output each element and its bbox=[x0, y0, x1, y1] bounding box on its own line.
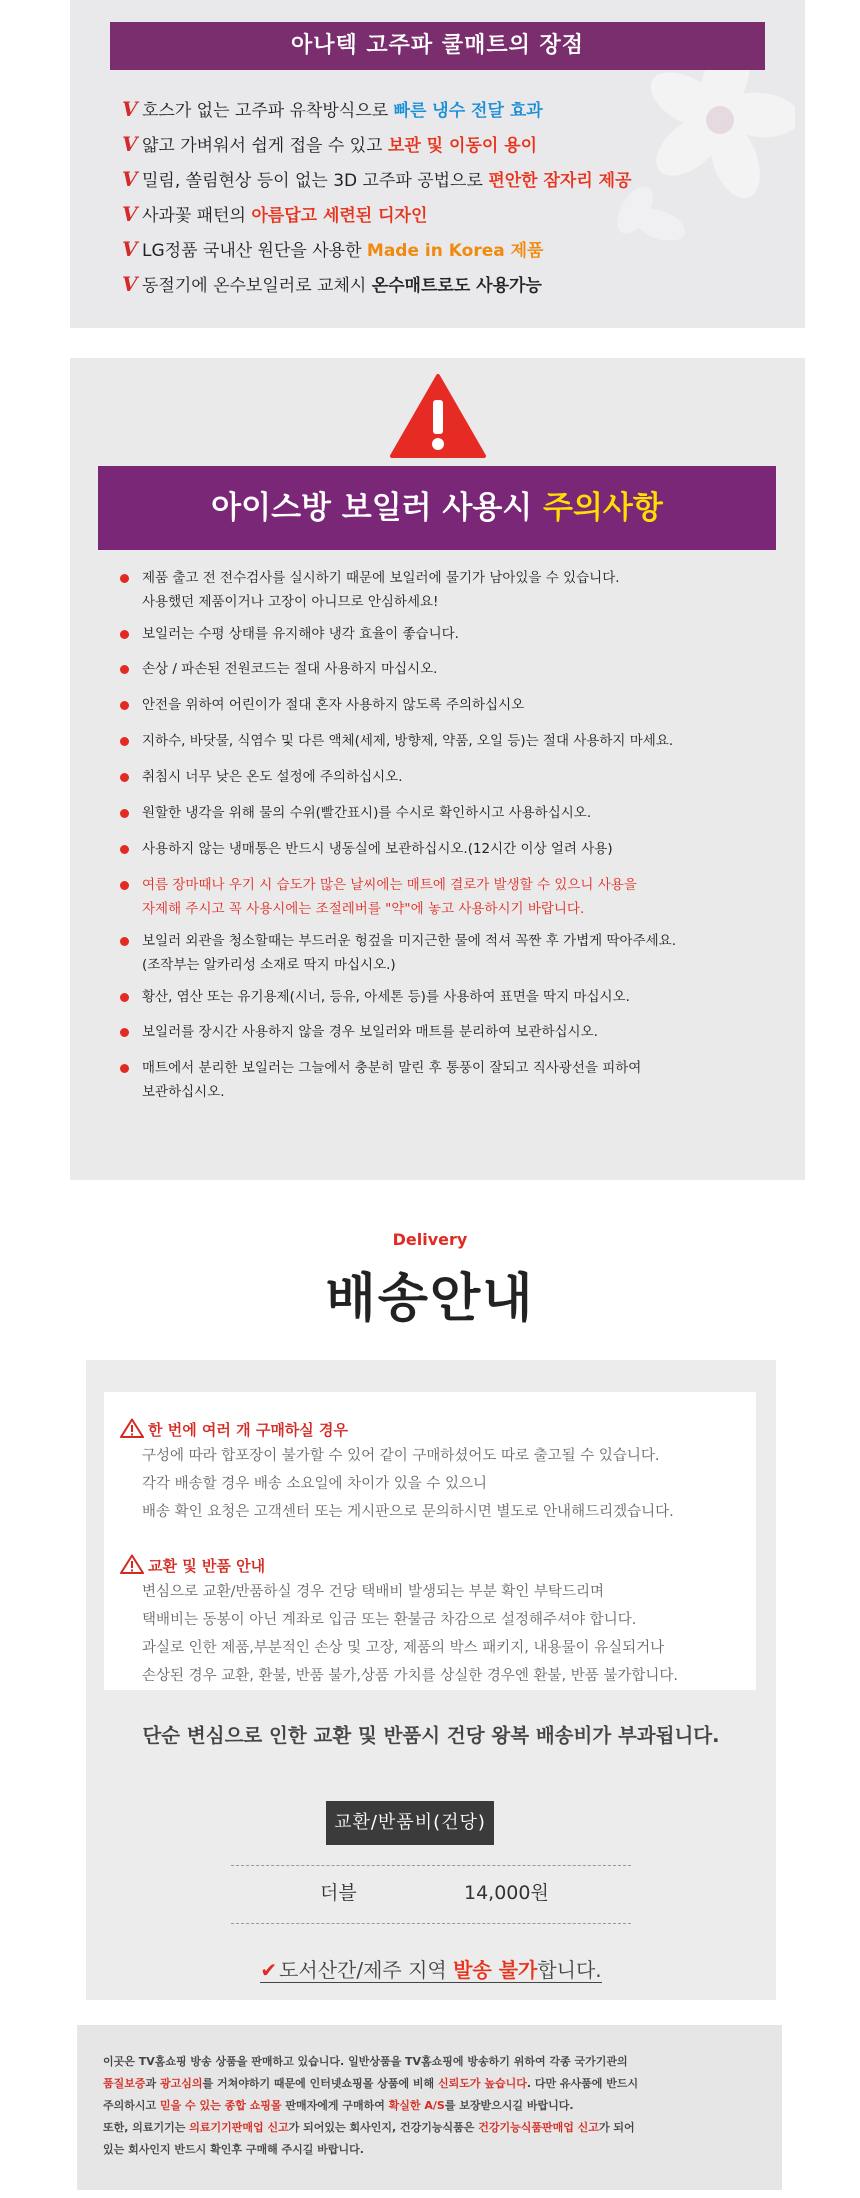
precaution-item: 황산, 염산 또는 유기용제(시너, 등유, 아세톤 등)를 사용하여 표면을 딱지 마십시오. bbox=[120, 985, 780, 1009]
delivery-subtitle: Delivery bbox=[392, 1230, 468, 1249]
bullet-dot-icon bbox=[120, 809, 129, 818]
list-item: V 호스가 없는 고주파 유착방식으로 빠른 냉수 전달 효과 bbox=[122, 92, 632, 127]
precaution-item: 지하수, 바닷물, 식염수 및 다른 액체(세제, 방향제, 약품, 오일 등)는 절대 사용하지 마세요. bbox=[120, 729, 780, 753]
disclaimer-line: 품질보증과 광고심의를 거쳐야하기 때문에 인터넷쇼핑몰 상품에 비해 신뢰도가 높습니다. 다만 유사품에 반드시 bbox=[103, 2077, 639, 2090]
fee-amount: 14,000원 bbox=[464, 1882, 549, 1904]
disclaimer-box bbox=[77, 2025, 782, 2190]
precaution-item: 제품 출고 전 전수검사를 실시하기 때문에 보일러에 물기가 남아있을 수 있습니다. 사용했던 제품이거나 고장이 아니므로 안심하세요! bbox=[120, 566, 780, 614]
precaution-item: 원할한 냉각을 위해 물의 수위(빨간표시)를 수시로 확인하시고 사용하십시오. bbox=[120, 801, 780, 825]
advantages-list bbox=[122, 92, 632, 302]
bullet-dot-icon bbox=[120, 1028, 129, 1037]
disclaimer-line: 주의하시고 믿을 수 있는 종합 쇼핑몰 판매자에게 구매하여 확실한 A/S를 보장받으시길 바랍니다. bbox=[103, 2099, 574, 2112]
bullet-dot-icon bbox=[120, 701, 129, 710]
bullet-dot-icon bbox=[120, 737, 129, 746]
bullet-dot-icon bbox=[120, 665, 129, 674]
precaution-item: 보일러는 수평 상태를 유지해야 냉각 효율이 좋습니다. bbox=[120, 622, 780, 646]
fee-type: 더블 bbox=[320, 1882, 357, 1904]
warning-triangle-icon bbox=[120, 1554, 144, 1574]
precaution-item: 안전을 위하여 어린이가 절대 혼자 사용하지 않도록 주의하십시오 bbox=[120, 693, 780, 717]
list-item: V LG정품 국내산 원단을 사용한 Made in Korea 제품 bbox=[122, 232, 632, 267]
warning-triangle-icon bbox=[120, 1418, 144, 1438]
advantages-title: 아나텍 고주파 쿨매트의 장점 bbox=[110, 22, 765, 70]
list-item: V 사과꽃 패턴의 아름답고 세련된 디자인 bbox=[122, 197, 632, 232]
advantages-section bbox=[70, 0, 805, 328]
list-item: V 동절기에 온수보일러로 교체시 온수매트로도 사용가능 bbox=[122, 267, 632, 302]
no-ship-notice: ✔ 도서산간/제주 지역 발송 불가합니다. bbox=[260, 1958, 602, 1982]
bullet-dot-icon bbox=[120, 1064, 129, 1073]
precaution-item: 매트에서 분리한 보일러는 그늘에서 충분히 말린 후 통풍이 잘되고 직사광선을 피하여 보관하십시오. bbox=[120, 1056, 780, 1104]
notice-heading: 교환 및 반품 안내 bbox=[120, 1554, 265, 1576]
bullet-dot-icon bbox=[120, 630, 129, 639]
delivery-notice-card bbox=[104, 1392, 756, 1690]
divider bbox=[231, 1923, 631, 1924]
disclaimer-line: 있는 회사인지 반드시 확인후 구매해 주시길 바랍니다. bbox=[103, 2143, 364, 2156]
precautions-list bbox=[120, 566, 780, 1116]
warning-triangle-icon bbox=[388, 372, 488, 460]
delivery-title: 배송안내 bbox=[325, 1269, 535, 1329]
precaution-item: 취침시 너무 낮은 온도 설정에 주의하십시오. bbox=[120, 765, 780, 789]
fee-row bbox=[86, 1878, 776, 1908]
disclaimer-line: 또한, 의료기기는 의료기기판매업 신고가 되어있는 회사인지, 건강기능식품은 건강기능식품판매업 신고가 되어 bbox=[103, 2121, 635, 2134]
checkmark-icon: V bbox=[122, 272, 138, 296]
list-item: V 얇고 가벼워서 쉽게 접을 수 있고 보관 및 이동이 용이 bbox=[122, 127, 632, 162]
checkmark-icon: V bbox=[122, 237, 138, 261]
bullet-dot-icon bbox=[120, 845, 129, 854]
notice-body: 구성에 따라 합포장이 불가할 수 있어 같이 구매하셨어도 따로 출고될 수 있습니다. 각각 배송할 경우 배송 소요일에 차이가 있을 수 있으니 배송 확인 요청은 고객센터 또는 게시판으로 문의하시면 별도로 안내해드리겠습니다. bbox=[142, 1448, 674, 1520]
precaution-item: 여름 장마때나 우기 시 습도가 많은 날씨에는 매트에 결로가 발생할 수 있으니 사용을 자제해 주시고 꼭 사용시에는 조절레버를 "약"에 놓고 사용하시기 바랍니다. bbox=[120, 873, 780, 921]
checkmark-icon: V bbox=[122, 132, 138, 156]
return-fee-label: 교환/반품비(건당) bbox=[326, 1801, 494, 1845]
return-shipping-note: 단순 변심으로 인한 교환 및 반품시 건당 왕복 배송비가 부과됩니다. bbox=[142, 1724, 720, 1747]
disclaimer-line: 이곳은 TV홈쇼핑 방송 상품을 판매하고 있습니다. 일반상품을 TV홈쇼핑에 방송하기 위하여 각종 국가기관의 bbox=[103, 2055, 628, 2068]
precaution-item: 보일러를 장시간 사용하지 않을 경우 보일러와 매트를 분리하여 보관하십시오. bbox=[120, 1020, 780, 1044]
bullet-dot-icon bbox=[120, 881, 129, 890]
notice-body: 변심으로 교환/반품하실 경우 건당 택배비 발생되는 부분 확인 부탁드리며 택배비는 동봉이 아닌 계좌로 입금 또는 환불금 차감으로 설정해주셔야 합니다. 과실로 인한 제품,부분적인 손상 및 고장, 제품의 박스 패키지, 내용물이 유실되거나 손상된 경우 교환, 환불, 반품 불가,상품 가치를 상실한 경우엔 환불, 반품 불가합니다. bbox=[142, 1584, 678, 1684]
delivery-info-box bbox=[86, 1360, 776, 2000]
checkmark-icon: V bbox=[122, 202, 138, 226]
checkmark-icon: V bbox=[122, 167, 138, 191]
notice-heading: 한 번에 여러 개 구매하실 경우 bbox=[120, 1418, 348, 1440]
bullet-dot-icon bbox=[120, 993, 129, 1002]
list-item: V 밀림, 쏠림현상 등이 없는 3D 고주파 공법으로 편안한 잠자리 제공 bbox=[122, 162, 632, 197]
precautions-title: 아이스방 보일러 사용시 주의사항 bbox=[98, 466, 776, 550]
checkmark-icon: V bbox=[122, 97, 138, 121]
precautions-section bbox=[70, 358, 805, 1180]
divider bbox=[231, 1865, 631, 1866]
precaution-item: 손상 / 파손된 전원코드는 절대 사용하지 마십시오. bbox=[120, 657, 780, 681]
precaution-item: 사용하지 않는 냉매통은 반드시 냉동실에 보관하십시오.(12시간 이상 얼려 사용) bbox=[120, 837, 780, 861]
checkmark-icon: ✔ bbox=[260, 1958, 278, 1982]
bullet-dot-icon bbox=[120, 937, 129, 946]
precaution-item: 보일러 외관을 청소할때는 부드러운 헝겊을 미지근한 물에 적셔 꼭짠 후 가볍게 딱아주세요. (조작부는 알카리성 소재로 딱지 마십시오.) bbox=[120, 929, 780, 977]
bullet-dot-icon bbox=[120, 773, 129, 782]
bullet-dot-icon bbox=[120, 574, 129, 583]
